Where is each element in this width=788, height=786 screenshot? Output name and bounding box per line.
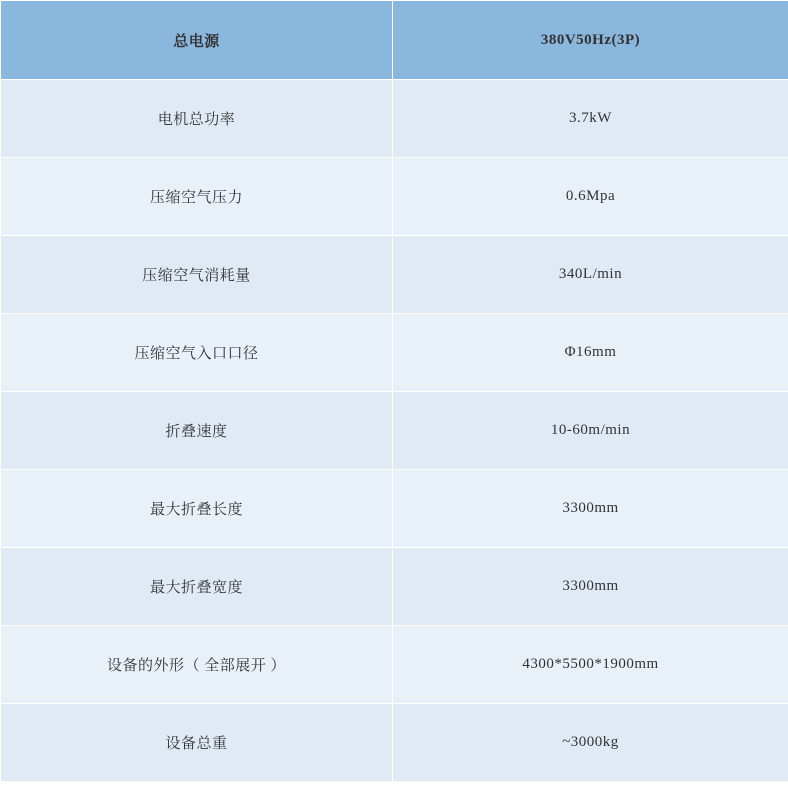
row-value: 3.7kW <box>393 80 788 158</box>
header-label-cell: 总电源 <box>1 1 393 80</box>
row-value: 0.6Mpa <box>393 158 788 236</box>
row-value: 3300mm <box>393 470 788 548</box>
table-row <box>1 80 788 158</box>
table-header-row <box>1 1 788 80</box>
table-body <box>1 1 788 782</box>
row-value: 3300mm <box>393 548 788 626</box>
table-row <box>1 158 788 236</box>
row-label: 电机总功率 <box>1 80 393 158</box>
row-value: 10-60m/min <box>393 392 788 470</box>
row-value: 340L/min <box>393 236 788 314</box>
row-label: 最大折叠宽度 <box>1 548 393 626</box>
row-value: ~3000kg <box>393 704 788 782</box>
table-row <box>1 704 788 782</box>
header-value-cell: 380V50Hz(3P) <box>393 1 788 80</box>
row-label: 压缩空气入口口径 <box>1 314 393 392</box>
row-label: 压缩空气消耗量 <box>1 236 393 314</box>
table-row <box>1 392 788 470</box>
row-value: Φ16mm <box>393 314 788 392</box>
row-label: 设备总重 <box>1 704 393 782</box>
table-row <box>1 314 788 392</box>
row-label: 折叠速度 <box>1 392 393 470</box>
table-row <box>1 548 788 626</box>
row-label: 压缩空气压力 <box>1 158 393 236</box>
table-row <box>1 626 788 704</box>
row-value: 4300*5500*1900mm <box>393 626 788 704</box>
table-row <box>1 236 788 314</box>
row-label: 最大折叠长度 <box>1 470 393 548</box>
row-label: 设备的外形（ 全部展开 ） <box>1 626 393 704</box>
table-row <box>1 470 788 548</box>
